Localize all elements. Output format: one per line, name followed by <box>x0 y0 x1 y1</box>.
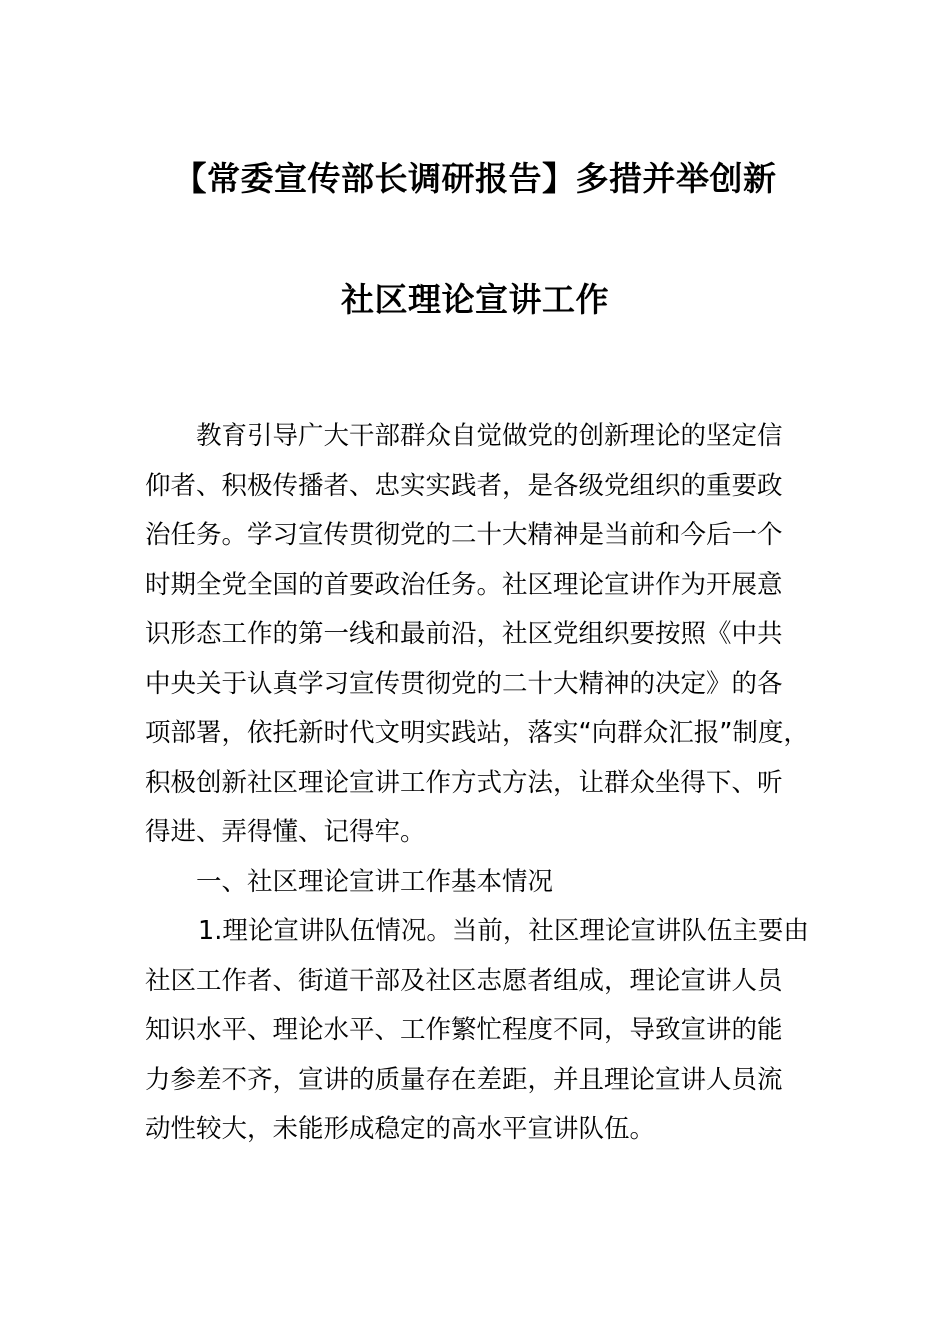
paragraph-line: 项部署，依托新时代文明实践站，落实“向群众汇报”制度， <box>145 718 809 748</box>
section-heading: 一、社区理论宣讲工作基本情况 <box>196 866 554 897</box>
paragraph-line: 1.理论宣讲队伍情况。当前，社区理论宣讲队伍主要由 <box>198 916 809 946</box>
paragraph-team <box>145 907 810 1155</box>
paragraph-line: 力参差不齐，宣讲的质量存在差距，并且理论宣讲人员流 <box>145 1064 783 1095</box>
document-title-line-1: 【常委宣传部长调研报告】多措并举创新 <box>173 159 777 198</box>
paragraph-line: 积极创新社区理论宣讲工作方式方法，让群众坐得下、听 <box>145 767 783 798</box>
paragraph-line: 知识水平、理论水平、工作繁忙程度不同，导致宣讲的能 <box>145 1015 783 1045</box>
document-body <box>145 412 810 1155</box>
paragraph-line: 教育引导广大干部群众自觉做党的创新理论的坚定信 <box>196 421 783 451</box>
paragraph-intro <box>145 412 810 858</box>
paragraph-line: 社区工作者、街道干部及社区志愿者组成，理论宣讲人员 <box>145 965 783 996</box>
paragraph-line: 得进、弄得懂、记得牢。 <box>145 817 426 847</box>
document-title-line-2: 社区理论宣讲工作 <box>341 280 609 319</box>
paragraph-line: 中央关于认真学习宣传贯彻党的二十大精神的决定》的各 <box>145 668 783 699</box>
paragraph-line: 时期全党全国的首要政治任务。社区理论宣讲作为开展意 <box>145 569 783 600</box>
paragraph-line: 动性较大，未能形成稳定的高水平宣讲队伍。 <box>145 1114 656 1144</box>
paragraph-line: 治任务。学习宣传贯彻党的二十大精神是当前和今后一个 <box>145 520 783 550</box>
paragraph-line: 仰者、积极传播者、忠实实践者，是各级党组织的重要政 <box>145 470 783 501</box>
paragraph-line: 识形态工作的第一线和最前沿，社区党组织要按照《中共 <box>145 619 783 649</box>
